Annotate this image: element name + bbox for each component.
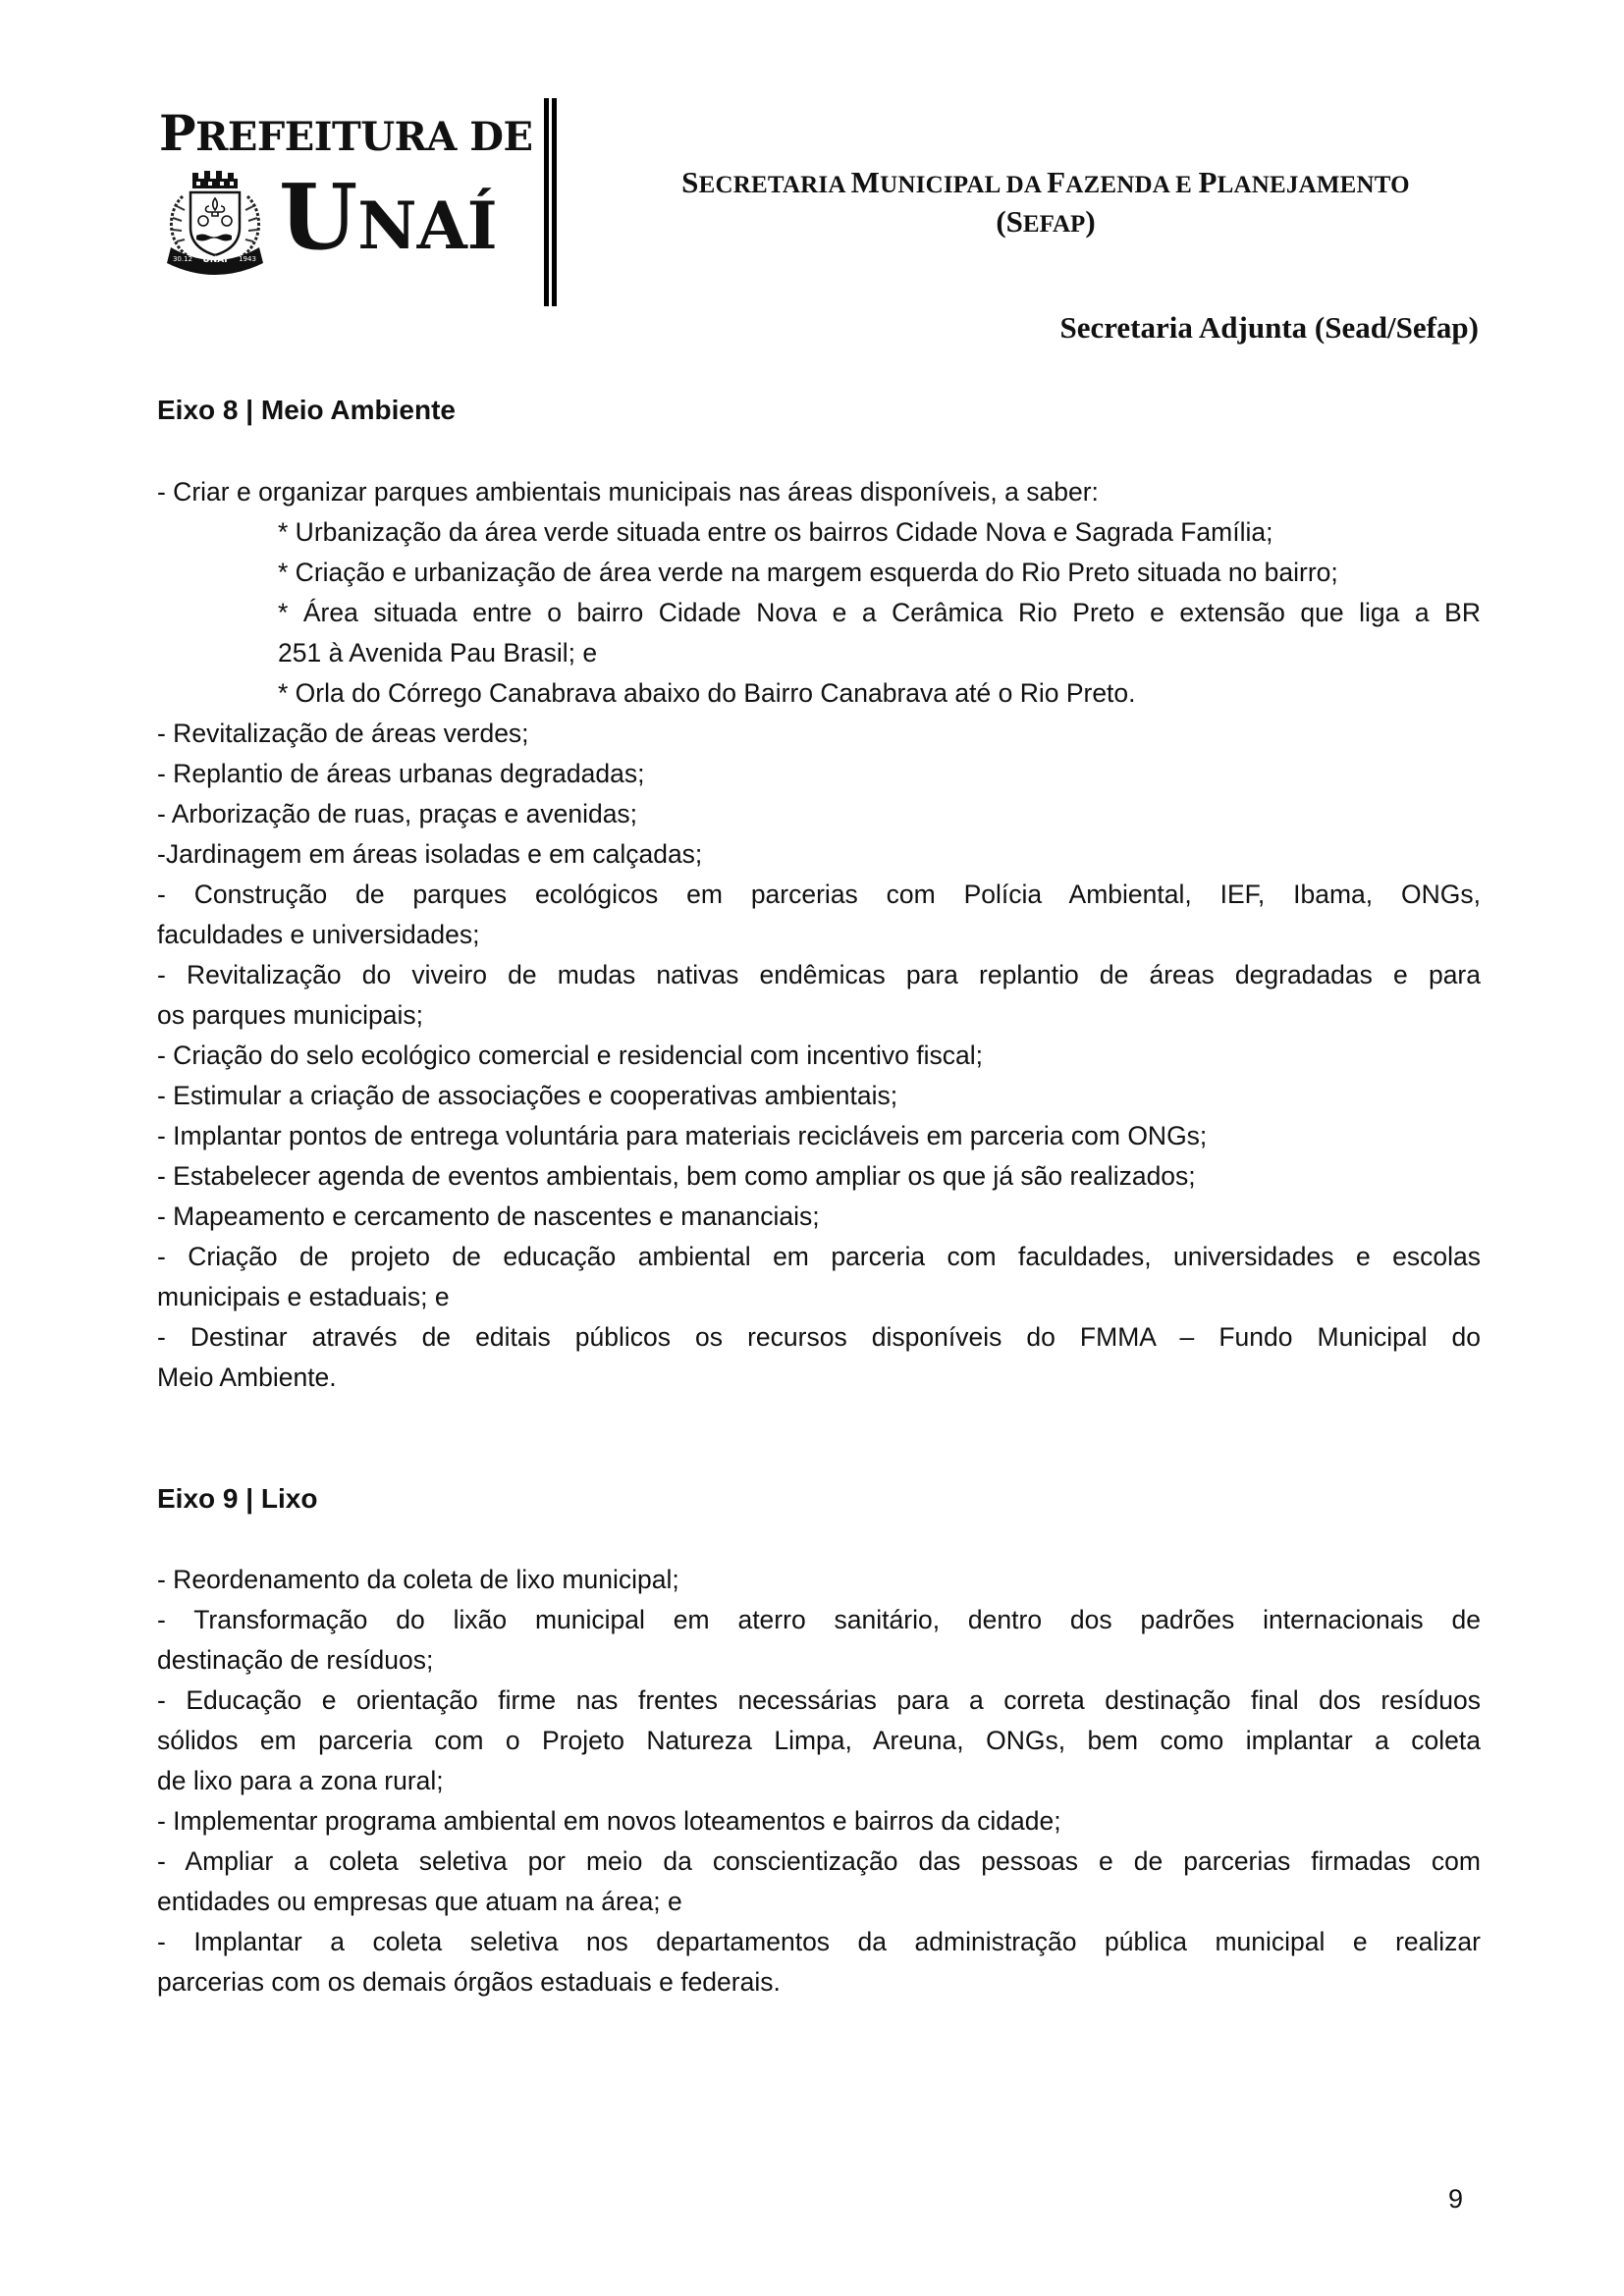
section-heading-eixo-9: Eixo 9 | Lixo [157, 1483, 318, 1514]
list-item-line: sólidos em parceria com o Projeto Natureza Limpa, Areuna, ONGs, bem como implantar a coleta [157, 1726, 1481, 1755]
list-item-line: - Transformação do lixão municipal em aterro sanitário, dentro dos padrões internacionais de [157, 1605, 1481, 1634]
list-item-line: - Ampliar a coleta seletiva por meio da conscientização das pessoas e de parcerias firmadas com [157, 1846, 1481, 1876]
brand-line-prefeitura [159, 104, 533, 162]
sub-list-item-line: * Criação e urbanização de área verde na margem esquerda do Rio Preto situada no bairro; [278, 558, 1338, 587]
list-item-line: parcerias com os demais órgãos estaduais e federais. [157, 1967, 781, 1997]
list-item-line: - Implementar programa ambiental em novos loteamentos e bairros da cidade; [157, 1806, 1061, 1836]
section-heading-eixo-8: Eixo 8 | Meio Ambiente [157, 395, 456, 425]
sub-list-item-line: * Urbanização da área verde situada entre os bairros Cidade Nova e Sagrada Família; [278, 517, 1273, 547]
list-item-line: - Destinar através de editais públicos os recursos disponíveis do FMMA – Fundo Municipal do [157, 1322, 1481, 1352]
municipal-crest-icon [157, 167, 273, 275]
list-item-line: - Implantar a coleta seletiva nos departamentos da administração pública municipal e realizar [157, 1927, 1481, 1956]
abbrev-text: EFAP [1022, 211, 1086, 238]
list-item-line: - Reordenamento da coleta de lixo municipal; [157, 1565, 679, 1594]
crest-date-text: 30.12 [172, 255, 193, 263]
brand-text: NAÍ [357, 187, 498, 264]
header-divider-line [552, 98, 557, 306]
crest-ribbon-text: UNAÍ [202, 255, 228, 265]
list-item-line: - Criação de projeto de educação ambiental em parceria com faculdades, universidades e escolas [157, 1242, 1481, 1271]
brand-line-unai [279, 163, 498, 270]
title-text: ECRETARIA [698, 172, 851, 198]
brand-text: REFEITURA DE [195, 114, 533, 160]
sub-list-item-line: * Orla do Córrego Canabrava abaixo do Bairro Canabrava até o Rio Preto. [278, 678, 1136, 708]
secretariat-title [638, 163, 1453, 205]
paren-close: ) [1085, 204, 1096, 239]
paren-open: ( [996, 204, 1006, 239]
title-cap: P [1198, 165, 1218, 199]
prefeitura-logo [159, 104, 533, 275]
brand-initial: P [159, 104, 196, 162]
title-text: UNICIPAL DA [880, 172, 1048, 198]
section-body-eixo-8 [157, 472, 1481, 1398]
list-item-line: - Implantar pontos de entrega voluntária para materiais recicláveis em parceria com ONGs; [157, 1121, 1208, 1150]
abbrev-cap: S [1005, 204, 1023, 239]
header-divider-line [544, 98, 549, 306]
list-item-line: entidades ou empresas que atuam na área; e [157, 1887, 682, 1916]
list-item-line: faculdades e universidades; [157, 920, 480, 949]
list-item-line: - Criar e organizar parques ambientais municipais nas áreas disponíveis, a saber: [157, 477, 1099, 507]
list-item-line: - Estabelecer agenda de eventos ambientais, bem como ampliar os que já são realizados; [157, 1161, 1196, 1191]
list-item-line: os parques municipais; [157, 1000, 424, 1030]
crest-year-text: 1943 [239, 255, 256, 263]
section-body-eixo-9 [157, 1560, 1481, 2002]
list-item-line: - Revitalização de áreas verdes; [157, 719, 529, 748]
title-text: AZENDA E [1065, 172, 1199, 198]
title-cap: F [1047, 165, 1066, 199]
list-item-line: municipais e estaduais; e [157, 1282, 450, 1311]
sub-list-item-line: 251 à Avenida Pau Brasil; e [278, 638, 598, 667]
list-item-line: -Jardinagem em áreas isoladas e em calçadas; [157, 839, 703, 869]
sub-list-item-line: * Área situada entre o bairro Cidade Nova e a Cerâmica Rio Preto e extensão que liga a BR [278, 598, 1481, 627]
list-item-line: - Revitalização do viveiro de mudas nativas endêmicas para replantio de áreas degradadas e para [157, 960, 1481, 989]
list-item-line: - Educação e orientação firme nas frentes necessárias para a correta destinação final dos resíduos [157, 1685, 1481, 1715]
secretariat-abbreviation [638, 202, 1453, 244]
list-item-line: de lixo para a zona rural; [157, 1766, 444, 1795]
list-item-line: - Criação do selo ecológico comercial e residencial com incentivo fiscal; [157, 1041, 984, 1070]
list-item-line: destinação de resíduos; [157, 1645, 434, 1675]
list-item-line: Meio Ambiente. [157, 1362, 337, 1392]
brand-initial: U [279, 163, 358, 270]
brand-row [159, 163, 513, 275]
title-cap: M [850, 165, 881, 199]
title-text: LANEJAMENTO [1217, 172, 1410, 198]
list-item-line: - Replantio de áreas urbanas degradadas; [157, 759, 645, 788]
list-item-line: - Arborização de ruas, praças e avenidas; [157, 799, 638, 828]
page-number: 9 [1448, 2184, 1464, 2214]
list-item-line: - Mapeamento e cercamento de nascentes e mananciais; [157, 1201, 820, 1231]
list-item-line: - Estimular a criação de associações e cooperativas ambientais; [157, 1081, 898, 1110]
adjunct-secretariat-label: Secretaria Adjunta (Sead/Sefap) [1059, 310, 1479, 345]
title-cap: S [681, 165, 699, 199]
list-item-line: - Construção de parques ecológicos em parcerias com Polícia Ambiental, IEF, Ibama, ONGs, [157, 880, 1481, 909]
